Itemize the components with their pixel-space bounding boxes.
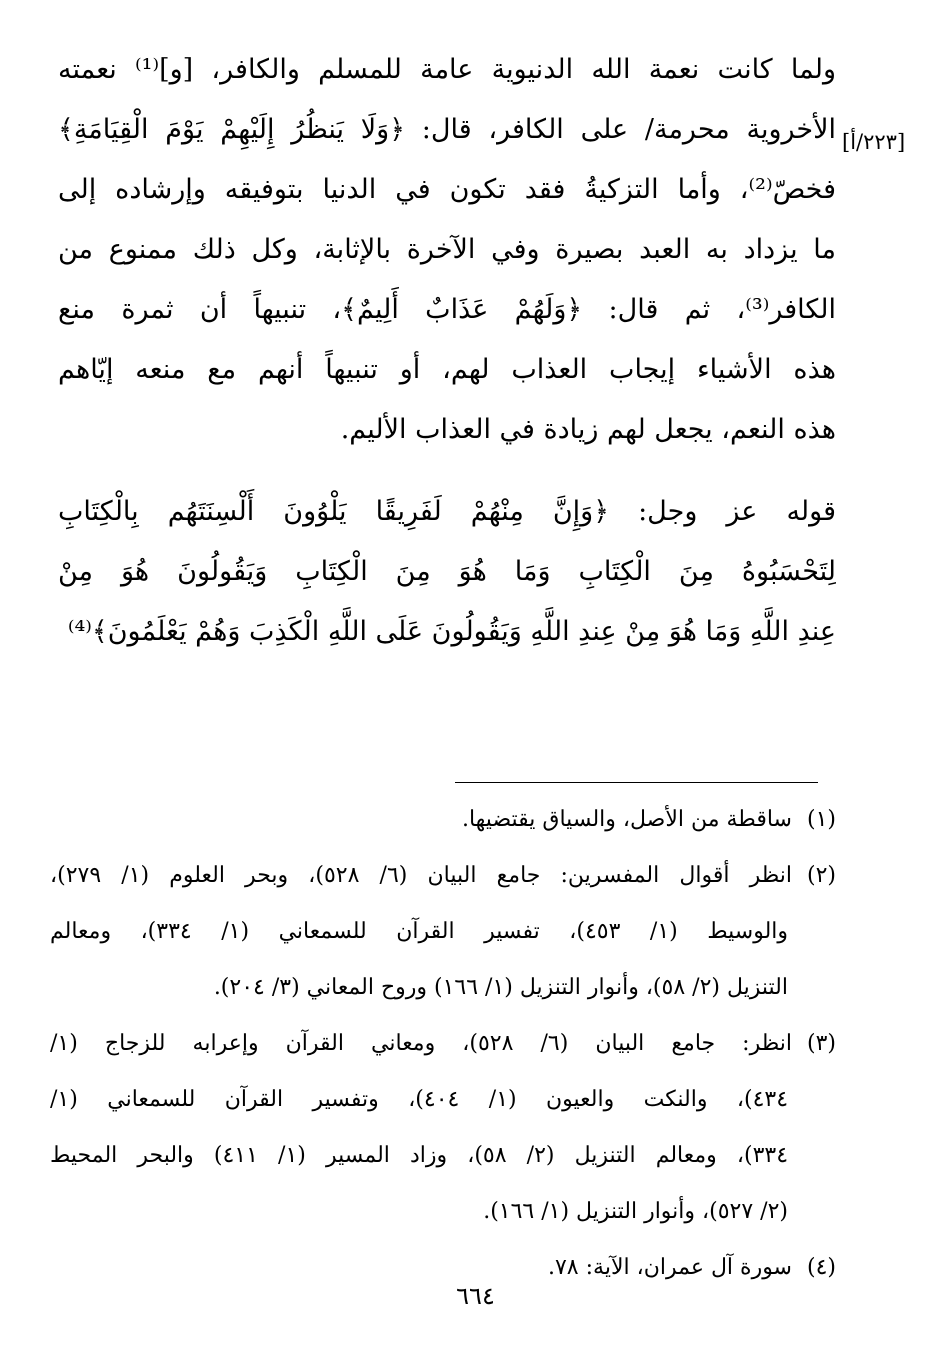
footnote-text: والوسيط (١/ ٤٥٣)، تفسير القرآن للسمعاني (١/ ٣٣٤)، ومعالم — [50, 919, 789, 944]
main-text — [58, 40, 836, 662]
footnote — [50, 848, 836, 1016]
body-line: فخصّ⁽²⁾، وأما التزكيةُ فقد تكون في الدنيا بتوفيقه وإرشاده إلى — [58, 174, 836, 205]
verse-line: قوله عز وجل: ﴿وَإِنَّ مِنْهُمْ لَفَرِيقًا يَلْوُونَ أَلْسِنَتَهُم بِالْكِتَابِ — [58, 496, 836, 527]
footnote-text: سورة آل عمران، الآية: ٧٨. — [547, 1255, 792, 1280]
footnote-separator — [455, 782, 818, 783]
body-line: هذه النعم، يجعل لهم زيادة في العذاب الأليم. — [340, 414, 836, 445]
footnote-text: ٤٣٤)، والنكت والعيون (١/ ٤٠٤)، وتفسير القرآن للسمعاني (١/ — [50, 1087, 789, 1112]
footnote-number: (٢) — [807, 863, 836, 888]
verse-line: عِندِ اللَّهِ وَمَا هُوَ مِنْ عِندِ اللَّهِ وَيَقُولُونَ عَلَى اللَّهِ الْكَذِبَ وَهُمْ يَعْلَمُونَ﴾⁽⁴⁾ — [67, 616, 836, 647]
manuscript-folio-reference: [٢٢٣/أ] — [842, 130, 906, 154]
body-line: الكافر⁽³⁾، ثم قال: ﴿وَلَهُمْ عَذَابٌ أَلِيمٌ﴾، تنبيهاً أن ثمرة منع — [58, 294, 836, 325]
footnote-number: (١) — [806, 807, 836, 832]
body-line: هذه الأشياء إيجاب العذاب لهم، أو تنبيهاً أنهم مع منعه إيّاهم — [58, 354, 836, 385]
verse-line: لِتَحْسَبُوهُ مِنَ الْكِتَابِ وَمَا هُوَ مِنَ الْكِتَابِ وَيَقُولُونَ هُوَ مِنْ — [58, 556, 836, 587]
footnote-text: ٣٣٤)، ومعالم التنزيل (٢/ ٥٨)، وزاد المسير (١/ ٤١١) والبحر المحيط — [50, 1143, 789, 1168]
footnote — [50, 792, 836, 848]
footnote-text: انظر: جامع البيان (٦/ ٥٢٨)، ومعاني القرآن وإعرابه للزجاج (١/ — [50, 1031, 793, 1056]
footnote-text: انظر أقوال المفسرين: جامع البيان (٦/ ٥٢٨)، وبحر العلوم (١/ ٢٧٩)، — [50, 863, 793, 888]
page-number: ٦٦٤ — [456, 1282, 495, 1310]
footnote-text: (٢/ ٥٢٧)، وأنوار التنزيل (١/ ١٦٦). — [483, 1199, 788, 1224]
footnote-text: التنزيل (٢/ ٥٨)، وأنوار التنزيل (١/ ١٦٦) وروح المعاني (٣/ ٢٠٤). — [213, 975, 788, 1000]
body-line: الأخروية محرمة/ على الكافر، قال: ﴿وَلَا يَنظُرُ إِلَيْهِمْ يَوْمَ الْقِيَامَةِ﴾ — [58, 114, 836, 145]
footnotes — [50, 792, 836, 1296]
footnote-text: ساقطة من الأصل، والسياق يقتضيها. — [461, 807, 792, 832]
footnote-number: (٤) — [806, 1255, 836, 1280]
footnote — [50, 1016, 836, 1240]
footnote-number: (٣) — [807, 1031, 836, 1056]
body-line: ولما كانت نعمة الله الدنيوية عامة للمسلم والكافر، [و]⁽¹⁾ نعمته — [58, 54, 836, 85]
body-line: ما يزداد به العبد بصيرة وفي الآخرة بالإثابة، وكل ذلك ممنوع من — [58, 234, 836, 265]
